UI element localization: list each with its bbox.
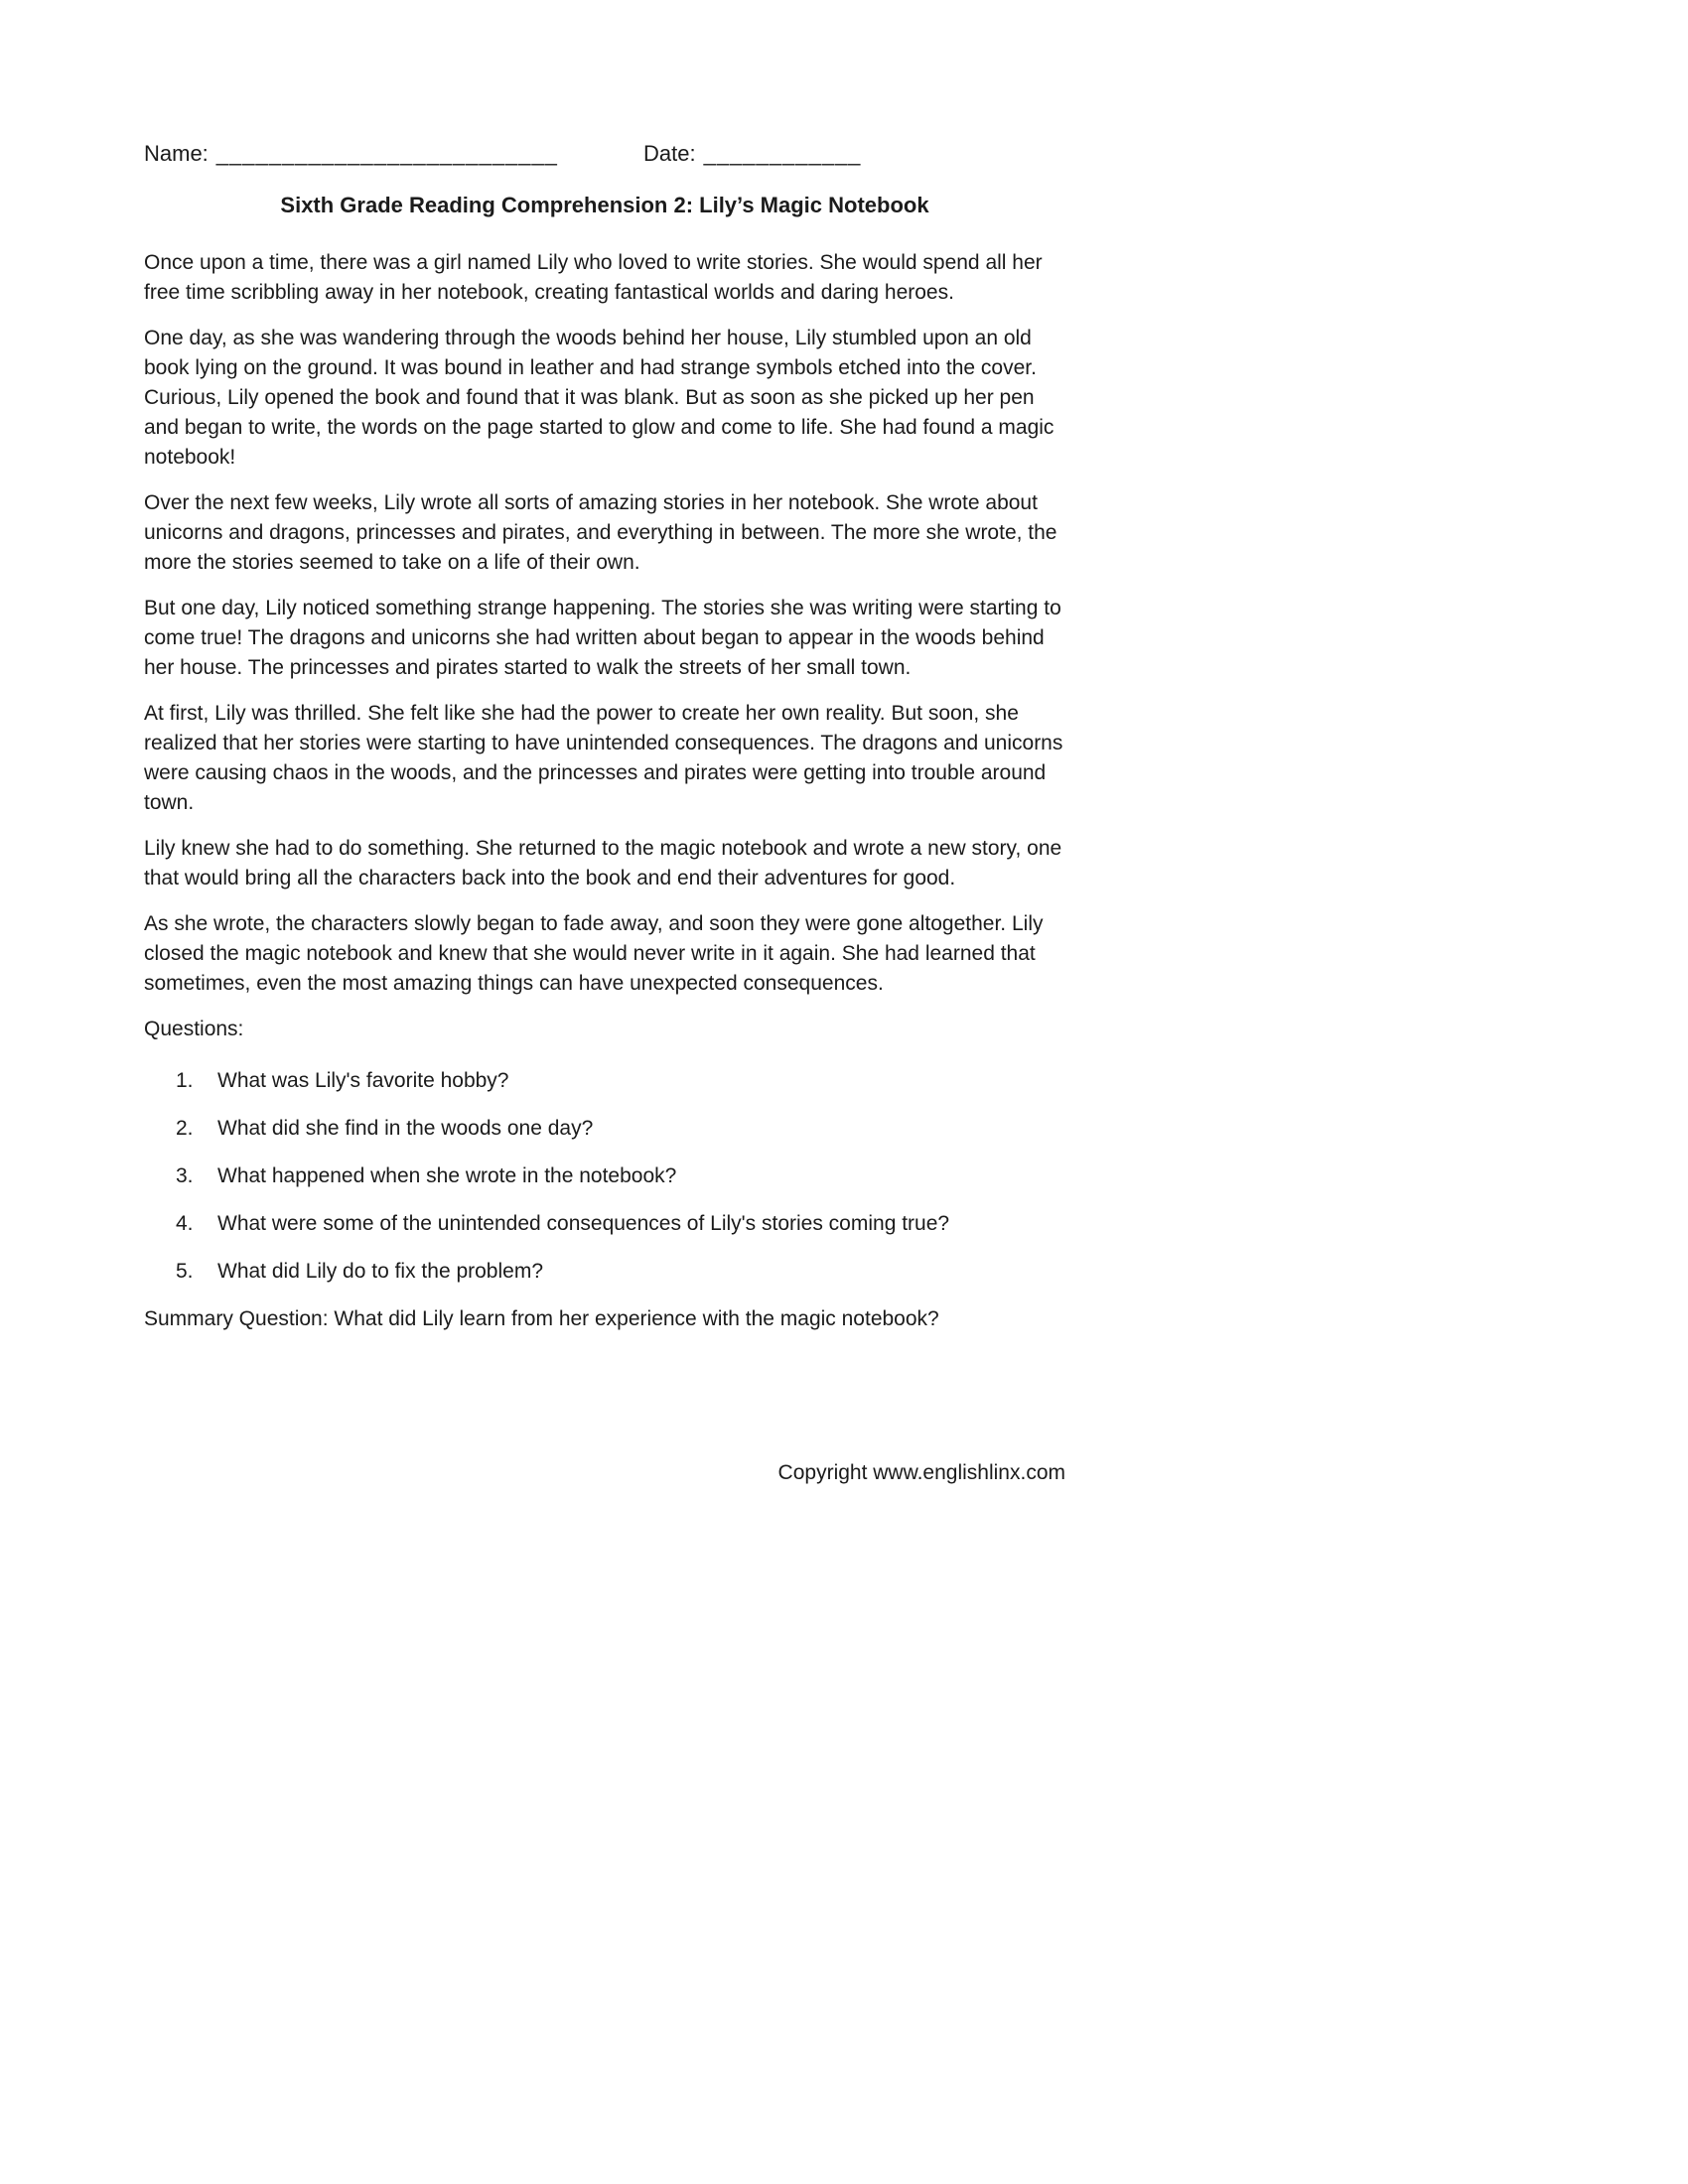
story-paragraph-5: At first, Lily was thrilled. She felt like she had the power to create her own reality. But soon, she realized that her stories were starting to have unintended consequences. The dragons and unicorns were causing chaos in the woods, and the princesses and pirates were getting into trouble around town. [144,702,1063,814]
question-item [176,1209,1065,1239]
name-field-group [144,141,558,167]
question-item [176,1257,1065,1287]
question-number: 5. [176,1260,194,1283]
name-date-row [144,141,1065,175]
question-text: What were some of the unintended consequences of Lily's stories coming true? [217,1212,950,1235]
date-field-group [643,141,861,167]
worksheet-content [144,141,1065,1334]
question-number: 2. [176,1117,194,1140]
date-blank-line: ____________ [703,141,862,166]
question-number: 4. [176,1212,194,1235]
question-item [176,1114,1065,1144]
question-text: What was Lily's favorite hobby? [217,1069,509,1092]
name-blank-line: __________________________ [215,141,558,166]
question-list [176,1066,1065,1287]
copyright-notice: Copyright www.englishlinx.com [777,1461,1065,1484]
questions-heading: Questions: [144,1018,244,1040]
page-title: Sixth Grade Reading Comprehension 2: Lily’s Magic Notebook [280,193,929,217]
story-paragraph-1: Once upon a time, there was a girl named Lily who loved to write stories. She would spend all her free time scribbling away in her notebook, creating fantastical worlds and daring heroes. [144,251,1043,304]
story-paragraph-7: As she wrote, the characters slowly began to fade away, and soon they were gone altogether. Lily closed the magic notebook and knew that she would never write in it again. She had learned that sometimes, even the most amazing things can have unexpected consequences. [144,912,1044,995]
question-number: 1. [176,1069,194,1092]
question-item [176,1161,1065,1191]
question-item [176,1066,1065,1096]
story-paragraph-3: Over the next few weeks, Lily wrote all sorts of amazing stories in her notebook. She wrote about unicorns and dragons, princesses and pirates, and everything in between. The more she wrote, the more the stories seemed to take on a life of their own. [144,491,1057,574]
question-text: What did she find in the woods one day? [217,1117,594,1140]
summary-question: Summary Question: What did Lily learn from her experience with the magic notebook? [144,1307,939,1330]
question-text: What did Lily do to fix the problem? [217,1260,544,1283]
story-paragraph-6: Lily knew she had to do something. She returned to the magic notebook and wrote a new story, one that would bring all the characters back into the book and end their adventures for good. [144,837,1062,889]
question-number: 3. [176,1164,194,1187]
story-paragraph-4: But one day, Lily noticed something strange happening. The stories she was writing were starting to come true! The dragons and unicorns she had written about began to appear in the woods behind her house. The princesses and pirates started to walk the streets of her small town. [144,597,1061,679]
question-text: What happened when she wrote in the notebook? [217,1164,677,1187]
story-paragraph-2: One day, as she was wandering through the woods behind her house, Lily stumbled upon an old book lying on the ground. It was bound in leather and had strange symbols etched into the cover. Curious, Lily opened the book and found that it was blank. But as soon as she picked up her pen and began to write, the words on the page started to glow and come to life. She had found a magic notebook! [144,327,1055,469]
name-label: Name: [144,141,209,166]
date-label: Date: [643,141,696,166]
